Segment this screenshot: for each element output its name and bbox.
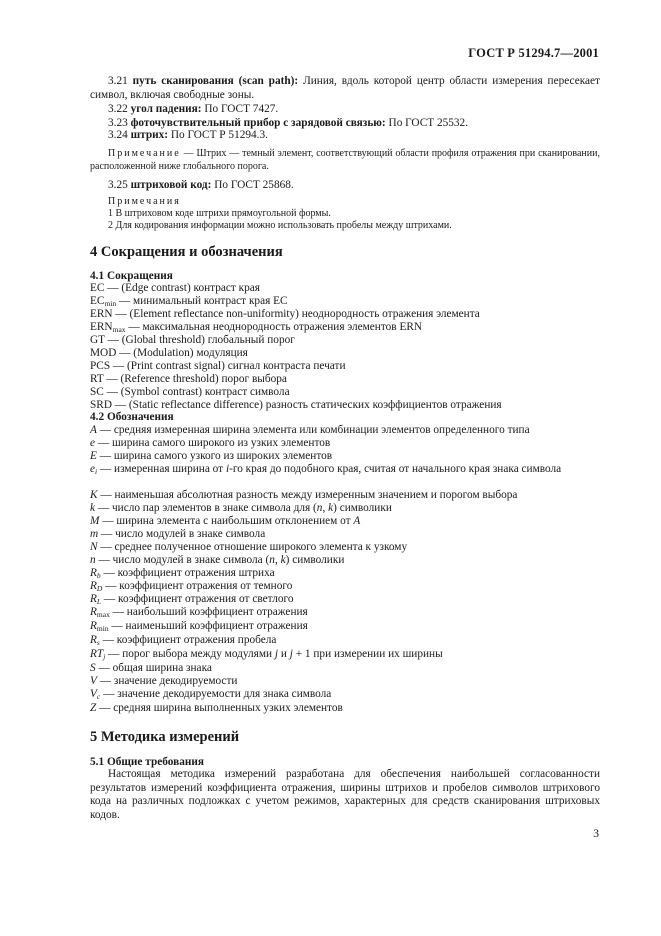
- symbol-subscript: L: [96, 597, 102, 606]
- abbr-ecmin: [90, 295, 288, 309]
- symbol: k: [90, 502, 96, 514]
- symbol-text: ) символики: [333, 502, 392, 514]
- symbol: n: [90, 554, 96, 566]
- def-number: 3.24: [108, 129, 128, 141]
- sym-m: [90, 528, 265, 542]
- symbol-text: — коэффициент отражения от светлого: [101, 593, 294, 605]
- sym-RD: [90, 580, 292, 594]
- symbol: M: [90, 515, 100, 527]
- symbol-inline: k: [280, 554, 286, 566]
- def-term: штрих:: [130, 129, 169, 141]
- symbol-subscript: b: [96, 571, 101, 580]
- symbol-text: — значение декодируемости: [96, 675, 238, 687]
- sym-ei: [90, 463, 600, 477]
- abbr-pcs: PCS — (Print contrast signal) сигнал контраста печати: [90, 360, 346, 372]
- symbol-subscript: s: [96, 638, 100, 647]
- symbol-text: — коэффициент отражения от темного: [102, 580, 293, 592]
- sym-k: [90, 502, 392, 516]
- symbol-text: — число модулей в знаке символа: [98, 528, 266, 540]
- symbol-text: — ширина самого узкого из широких элементов: [96, 450, 333, 462]
- symbol-text: — общая ширина знака: [95, 662, 212, 674]
- symbol-text: — число пар элементов в знаке символа для (: [95, 502, 317, 514]
- sym-Vc: [90, 688, 331, 702]
- symbol: RT: [90, 648, 104, 660]
- sym-A: [90, 424, 530, 438]
- sym-Rmin: [90, 620, 308, 634]
- page-header: ГОСТ Р 51294.7—2001: [468, 46, 599, 60]
- note-item-1: 1 В штриховом коде штрихи прямоугольной формы.: [108, 208, 331, 219]
- def-term: штриховой код:: [130, 179, 212, 191]
- symbol-inline: j: [274, 648, 279, 660]
- symbol-text: — значение декодируемости для знака символа: [100, 688, 332, 700]
- sym-RL: [90, 593, 294, 607]
- symbol: e: [90, 437, 96, 449]
- symbol-text: — число модулей в знаке символа (: [95, 554, 270, 566]
- abbr-symbol: ERN: [90, 321, 113, 333]
- abbr-ec: EC — (Edge contrast) контраст края: [90, 282, 260, 294]
- def-number: 3.23: [108, 117, 128, 129]
- symbol-text: — наибольший коэффициент отражения: [109, 606, 308, 618]
- symbol: R: [90, 580, 97, 592]
- symbol-text: — коэффициент отражения пробела: [99, 634, 277, 646]
- abbr-ern: ERN — (Element reflectance non-uniformity) неоднородность отражения элемента: [90, 308, 480, 320]
- def-text: По ГОСТ 7427.: [204, 103, 279, 115]
- note-text: — Штрих — темный элемент, соответствующий области профиля отражения при сканировании, расположенной ниже глобального порога.: [90, 148, 600, 172]
- symbol-text: — измеренная ширина от: [97, 463, 226, 475]
- symbol-text: — средняя ширина выполненных узких элементов: [96, 702, 343, 714]
- symbol-subscript: min: [96, 624, 109, 633]
- symbol-text: -го края до подобного края, считая от начального края знака символа: [229, 463, 562, 475]
- symbol-inline: k: [328, 502, 334, 514]
- symbol: V: [90, 688, 97, 700]
- section-4-1-title: 4.1 Сокращения: [90, 270, 173, 282]
- sym-Z: [90, 702, 343, 716]
- def-term: угол падения:: [130, 103, 202, 115]
- symbol-text: — порог выбора между модулями: [105, 648, 275, 660]
- sym-K: [90, 489, 517, 503]
- def-text: По ГОСТ Р 51294.3.: [170, 129, 268, 141]
- sym-Rmax: [90, 606, 308, 620]
- abbr-text: — минимальный контраст края EC: [116, 295, 288, 307]
- definition-3-22: [108, 103, 278, 117]
- abbr-text: — максимальная неоднородность отражения элементов ERN: [125, 321, 423, 333]
- symbol-subscript: j: [103, 652, 106, 661]
- abbr-rt: RT — (Reference threshold) порог выбора: [90, 373, 287, 385]
- def-number: 3.21: [108, 75, 128, 87]
- symbol-inline: A: [353, 515, 361, 527]
- symbol-text: — коэффициент отражения штриха: [100, 567, 275, 579]
- symbol: R: [90, 567, 97, 579]
- def-term: путь сканирования (scan path):: [132, 75, 299, 87]
- symbol-inline: n: [269, 554, 275, 566]
- symbol: m: [90, 528, 99, 540]
- sym-Rs: [90, 634, 276, 648]
- symbol: N: [90, 541, 98, 553]
- symbol-subscript: i: [95, 467, 98, 476]
- symbol-text: и: [278, 648, 290, 660]
- section-4-2-title: 4.2 Обозначения: [90, 411, 174, 423]
- symbol: V: [90, 675, 97, 687]
- abbr-subscript: min: [104, 299, 117, 308]
- notes-label: Примечания: [108, 196, 181, 207]
- def-text: Линия, вдоль которой центр области измерения пересекает символ, включая свободные зоны.: [90, 75, 600, 101]
- section-5-1-paragraph: Настоящая методика измерений разработана для обеспечения наибольшей согласованности результатов измерений коэффициента отражения, ширины штрихов и пробелов символов штрихового кода на различных подложках с учетом режимов, характерных для средств сканирования штриховых кодов.: [90, 768, 600, 821]
- sym-Rb: [90, 567, 275, 581]
- symbol-inline: n: [316, 502, 323, 514]
- symbol: R: [90, 634, 97, 646]
- definition-3-25: [108, 179, 294, 193]
- symbol-subscript: max: [96, 610, 110, 619]
- symbol-inline: i: [225, 463, 230, 475]
- symbol-text: ) символики: [285, 554, 345, 566]
- symbol-text: — наименьшая абсолютная разность между измеренным значением и порогом выбора: [97, 489, 518, 501]
- symbol-text: ,: [322, 502, 329, 514]
- symbol-text: — средняя измеренная ширина элемента или комбинации элементов определенного типа: [96, 424, 530, 436]
- def-text: По ГОСТ 25532.: [388, 117, 469, 129]
- def-number: 3.22: [108, 103, 128, 115]
- def-term: фоточувствительный прибор с зарядовой связью:: [130, 117, 386, 129]
- section-5-1-title: 5.1 Общие требования: [90, 756, 204, 768]
- sym-n: [90, 554, 344, 568]
- symbol-subscript: D: [96, 584, 103, 593]
- symbol: e: [90, 463, 96, 475]
- symbol: K: [90, 489, 98, 501]
- note-label: Примечание: [108, 148, 181, 159]
- sym-M: [90, 515, 360, 529]
- definition-3-24: [108, 129, 268, 143]
- symbol: Z: [90, 702, 97, 714]
- symbol: R: [90, 606, 97, 618]
- sym-e: [90, 437, 330, 451]
- symbol: E: [90, 450, 97, 462]
- sym-E: [90, 450, 332, 464]
- abbr-symbol: EC: [90, 295, 105, 307]
- definition-3-21: [90, 75, 600, 102]
- page-number: 3: [593, 828, 599, 840]
- abbr-ernmax: [90, 321, 422, 335]
- note-item-2: 2 Для кодирования информации можно использовать пробелы между штрихами.: [108, 220, 452, 231]
- abbr-sc: SC — (Symbol contrast) контраст символа: [90, 386, 290, 398]
- symbol: R: [90, 593, 97, 605]
- symbol-text: ,: [274, 554, 281, 566]
- symbol-text: — наименьший коэффициент отражения: [108, 620, 308, 632]
- section-4-title: 4 Сокращения и обозначения: [90, 244, 283, 260]
- abbr-mod: MOD — (Modulation) модуляция: [90, 347, 248, 359]
- symbol: A: [90, 424, 97, 436]
- sym-V: [90, 675, 237, 689]
- symbol-text: — ширина самого широкого из узких элементов: [95, 437, 331, 449]
- abbr-gt: GT — (Global threshold) глобальный порог: [90, 334, 295, 346]
- sym-N: [90, 541, 407, 555]
- symbol-text: — среднее полученное отношение широкого элемента к узкому: [97, 541, 408, 553]
- symbol: R: [90, 620, 97, 632]
- symbol-text: + 1 при измерении их ширины: [292, 648, 443, 660]
- symbol-text: — ширина элемента с наибольшим отклонением от: [99, 515, 354, 527]
- symbol: S: [90, 662, 96, 674]
- def-number: 3.25: [108, 179, 128, 191]
- section-5-title: 5 Методика измерений: [90, 729, 240, 745]
- def-text: По ГОСТ 25868.: [214, 179, 294, 191]
- abbr-subscript: max: [112, 325, 126, 334]
- abbr-srd: SRD — (Static reflectance difference) разность статических коэффициентов отражения: [90, 399, 502, 411]
- sym-RTj: [90, 648, 443, 662]
- symbol-inline: j: [289, 648, 293, 660]
- note-3-24: [90, 148, 600, 173]
- sym-S: [90, 662, 212, 676]
- symbol-subscript: c: [96, 692, 101, 701]
